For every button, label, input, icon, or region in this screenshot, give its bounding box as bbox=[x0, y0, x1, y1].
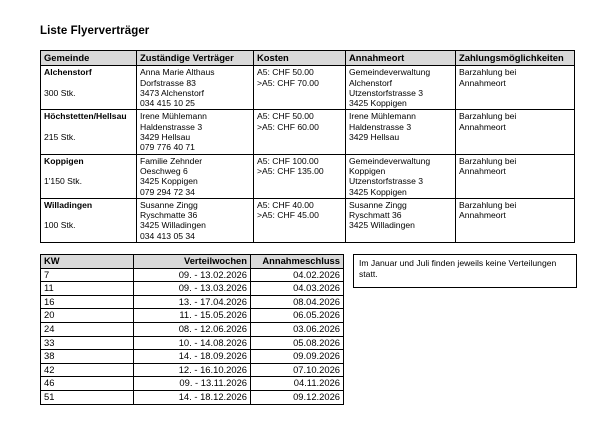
kw-cell: 38 bbox=[41, 350, 134, 364]
kosten-cell bbox=[254, 198, 346, 242]
verteilwochen-cell: 09. - 13.02.2026 bbox=[134, 268, 251, 282]
vertraeger-line: Anna Marie Althaus bbox=[140, 67, 215, 78]
vertraeger-line: Dorfstrasse 83 bbox=[140, 77, 196, 88]
annahmeschluss-cell: 09.09.2026 bbox=[251, 350, 344, 364]
kosten-line: >A5: CHF 135.00 bbox=[257, 165, 324, 176]
schedule-row bbox=[41, 377, 344, 391]
annahmeort-line: Koppigen bbox=[349, 165, 386, 176]
kosten-cell bbox=[254, 66, 346, 110]
vertraeger-line: 079 776 40 71 bbox=[140, 142, 195, 153]
annahmeort-cell bbox=[346, 110, 456, 154]
annahmeschluss-cell: 03.06.2026 bbox=[251, 322, 344, 336]
annahmeort-line: Utzenstorfstrasse 3 bbox=[349, 87, 424, 98]
kw-cell: 7 bbox=[41, 268, 134, 282]
header-annahmeort: Annahmeort bbox=[346, 51, 456, 66]
vertraeger-cell bbox=[137, 110, 254, 154]
annahmeschluss-cell: 07.10.2026 bbox=[251, 363, 344, 377]
kosten-line: >A5: CHF 60.00 bbox=[257, 121, 319, 132]
vertraeger-cell bbox=[137, 198, 254, 242]
zahlung-cell bbox=[456, 110, 575, 154]
verteilwochen-cell: 14. - 18.12.2026 bbox=[134, 390, 251, 404]
verteilwochen-cell: 14. - 18.09.2026 bbox=[134, 350, 251, 364]
vertraeger-line: Susanne Zingg bbox=[140, 199, 198, 210]
kosten-line: A5: CHF 100.00 bbox=[257, 155, 319, 166]
vertraeger-line: 3425 Koppigen bbox=[140, 176, 198, 187]
vertraeger-line: 3473 Alchenstorf bbox=[140, 87, 205, 98]
kw-cell: 33 bbox=[41, 336, 134, 350]
flyer-count: 1'150 Stk. bbox=[44, 176, 82, 187]
schedule-header-row bbox=[41, 255, 344, 269]
annahmeschluss-cell: 04.11.2026 bbox=[251, 377, 344, 391]
kosten-line: >A5: CHF 45.00 bbox=[257, 210, 319, 221]
header-kosten: Kosten bbox=[254, 51, 346, 66]
zahlung-cell bbox=[456, 198, 575, 242]
contract-row bbox=[41, 66, 575, 110]
schedule-row bbox=[41, 309, 344, 323]
vertraeger-line: Ryschmatte 36 bbox=[140, 210, 198, 221]
schedule-row bbox=[41, 350, 344, 364]
zahlung-line: Annahmeort bbox=[459, 165, 506, 176]
gemeinde-cell bbox=[41, 110, 137, 154]
gemeinde-name: Alchenstorf bbox=[44, 67, 92, 78]
zahlung-line: Barzahlung bei bbox=[459, 67, 517, 78]
kosten-line: A5: CHF 50.00 bbox=[257, 111, 314, 122]
header-gemeinde: Gemeinde bbox=[41, 51, 137, 66]
annahmeort-line: Ryschmatt 36 bbox=[349, 210, 402, 221]
zahlung-cell bbox=[456, 66, 575, 110]
vertraeger-cell bbox=[137, 66, 254, 110]
vertraeger-line: Irene Mühlemann bbox=[140, 111, 207, 122]
annahmeschluss-cell: 08.04.2026 bbox=[251, 295, 344, 309]
vertraeger-line: 079 294 72 34 bbox=[140, 186, 195, 197]
verteilwochen-cell: 13. - 17.04.2026 bbox=[134, 295, 251, 309]
annahmeschluss-cell: 04.02.2026 bbox=[251, 268, 344, 282]
vertraeger-line: Familie Zehnder bbox=[140, 155, 203, 166]
annahmeschluss-cell: 05.08.2026 bbox=[251, 336, 344, 350]
verteilwochen-cell: 09. - 13.11.2026 bbox=[134, 377, 251, 391]
schedule-row bbox=[41, 363, 344, 377]
annahmeschluss-cell: 04.03.2026 bbox=[251, 282, 344, 296]
kosten-line: A5: CHF 40.00 bbox=[257, 199, 314, 210]
header-kw: KW bbox=[41, 255, 134, 269]
gemeinde-name: Höchstetten/Hellsau bbox=[44, 111, 127, 122]
kw-cell: 51 bbox=[41, 390, 134, 404]
annahmeschluss-cell: 06.05.2026 bbox=[251, 309, 344, 323]
annahmeort-line: Gemeindeverwaltung bbox=[349, 155, 431, 166]
page-title: Liste Flyerverträger bbox=[40, 25, 150, 37]
annahmeort-line: Susanne Zingg bbox=[349, 199, 407, 210]
vertraeger-line: 034 413 05 34 bbox=[140, 230, 195, 241]
schedule-table bbox=[40, 254, 344, 405]
verteilwochen-cell: 12. - 16.10.2026 bbox=[134, 363, 251, 377]
annahmeort-line: Haldenstrasse 3 bbox=[349, 121, 412, 132]
kosten-line: >A5: CHF 70.00 bbox=[257, 77, 319, 88]
schedule-row bbox=[41, 282, 344, 296]
kosten-cell bbox=[254, 154, 346, 198]
vertraeger-line: 3429 Hellsau bbox=[140, 132, 191, 143]
kw-cell: 46 bbox=[41, 377, 134, 391]
contract-header-row bbox=[41, 51, 575, 66]
annahmeschluss-cell: 09.12.2026 bbox=[251, 390, 344, 404]
zahlung-cell bbox=[456, 154, 575, 198]
annahmeort-line: Alchenstorf bbox=[349, 77, 392, 88]
zahlung-line: Annahmeort bbox=[459, 210, 506, 221]
schedule-row bbox=[41, 322, 344, 336]
annahmeort-cell bbox=[346, 154, 456, 198]
contract-row bbox=[41, 198, 575, 242]
annahmeort-cell bbox=[346, 66, 456, 110]
annahmeort-line: 3425 Willadingen bbox=[349, 220, 415, 231]
schedule-row bbox=[41, 268, 344, 282]
vertraeger-line: 034 415 10 25 bbox=[140, 98, 195, 109]
annahmeort-line: Utzenstorfstrasse 3 bbox=[349, 176, 424, 187]
annahmeort-line: 3429 Hellsau bbox=[349, 132, 400, 143]
contract-row bbox=[41, 154, 575, 198]
annahmeort-line: Gemeindeverwaltung bbox=[349, 67, 431, 78]
verteilwochen-cell: 08. - 12.06.2026 bbox=[134, 322, 251, 336]
kosten-cell bbox=[254, 110, 346, 154]
flyer-count: 100 Stk. bbox=[44, 220, 76, 231]
zahlung-line: Barzahlung bei bbox=[459, 155, 517, 166]
header-verteilwochen: Verteilwochen bbox=[134, 255, 251, 269]
gemeinde-cell bbox=[41, 154, 137, 198]
vertraeger-cell bbox=[137, 154, 254, 198]
gemeinde-name: Koppigen bbox=[44, 155, 84, 166]
verteilwochen-cell: 09. - 13.03.2026 bbox=[134, 282, 251, 296]
kw-cell: 11 bbox=[41, 282, 134, 296]
gemeinde-name: Willadingen bbox=[44, 199, 93, 210]
zahlung-line: Annahmeort bbox=[459, 121, 506, 132]
annahmeort-line: 3425 Koppigen bbox=[349, 98, 407, 109]
flyer-count: 300 Stk. bbox=[44, 87, 76, 98]
vertraeger-line: Haldenstrasse 3 bbox=[140, 121, 203, 132]
verteilwochen-cell: 10. - 14.08.2026 bbox=[134, 336, 251, 350]
contract-table bbox=[40, 50, 575, 243]
schedule-row bbox=[41, 390, 344, 404]
kosten-line: A5: CHF 50.00 bbox=[257, 67, 314, 78]
zahlung-line: Annahmeort bbox=[459, 77, 506, 88]
annahmeort-line: Irene Mühlemann bbox=[349, 111, 416, 122]
gemeinde-cell bbox=[41, 198, 137, 242]
note-box: Im Januar und Juli finden jeweils keine Verteilungen statt. bbox=[353, 254, 577, 288]
verteilwochen-cell: 11. - 15.05.2026 bbox=[134, 309, 251, 323]
kw-cell: 24 bbox=[41, 322, 134, 336]
kw-cell: 16 bbox=[41, 295, 134, 309]
header-zahlung: Zahlungsmöglichkeiten bbox=[456, 51, 575, 66]
kw-cell: 42 bbox=[41, 363, 134, 377]
schedule-row bbox=[41, 336, 344, 350]
zahlung-line: Barzahlung bei bbox=[459, 199, 517, 210]
gemeinde-cell bbox=[41, 66, 137, 110]
contract-row bbox=[41, 110, 575, 154]
zahlung-line: Barzahlung bei bbox=[459, 111, 517, 122]
header-annahmeschluss: Annahmeschluss bbox=[251, 255, 344, 269]
vertraeger-line: Oeschweg 6 bbox=[140, 165, 188, 176]
annahmeort-cell bbox=[346, 198, 456, 242]
vertraeger-line: 3425 Willadingen bbox=[140, 220, 206, 231]
kw-cell: 20 bbox=[41, 309, 134, 323]
header-vertraeger: Zuständige Verträger bbox=[137, 51, 254, 66]
flyer-count: 215 Stk. bbox=[44, 132, 76, 143]
annahmeort-line: 3425 Koppigen bbox=[349, 186, 407, 197]
schedule-row bbox=[41, 295, 344, 309]
